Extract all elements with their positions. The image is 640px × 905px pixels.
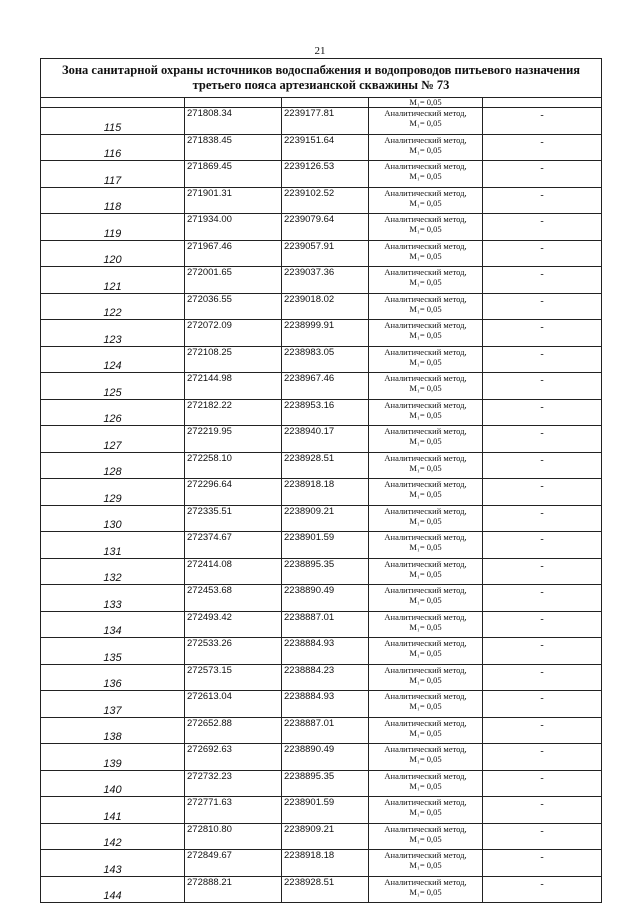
coord-x: 272335.51 (185, 505, 282, 532)
method-text: Аналитический метод, (384, 346, 467, 357)
method-text: Аналитический метод, (384, 320, 467, 330)
method-cell (369, 770, 483, 797)
coord-x: 272108.25 (185, 346, 282, 373)
coord-x: 271934.00 (185, 214, 282, 241)
title-line-2: третьего пояса артезианской скважины № 73 (192, 78, 450, 92)
table-row (41, 505, 602, 532)
table-row (41, 717, 602, 744)
point-number: 139 (41, 744, 185, 771)
note-cell: - (483, 161, 602, 188)
coord-x: 272453.68 (185, 585, 282, 612)
coord-x: 272732.23 (185, 770, 282, 797)
table-row (41, 320, 602, 347)
coord-x: 271869.45 (185, 161, 282, 188)
accuracy-text: M₁= 0,05 (409, 462, 442, 473)
method-cell (369, 161, 483, 188)
point-number: 143 (41, 850, 185, 877)
note-cell: - (483, 346, 602, 373)
method-cell (369, 558, 483, 585)
table-row (41, 797, 602, 824)
point-number: 116 (41, 134, 185, 161)
coord-y: 2239126.53 (282, 161, 369, 188)
table-row (41, 479, 602, 506)
table-row (41, 426, 602, 453)
method-text: Аналитический метод, (384, 744, 467, 754)
point-number: 126 (41, 399, 185, 426)
table-row (41, 691, 602, 718)
method-cell (369, 850, 483, 877)
accuracy-text: M₁= 0,05 (409, 860, 442, 870)
method-cell (369, 134, 483, 161)
method-text: Аналитический метод, (384, 638, 467, 648)
coord-x: 272810.80 (185, 823, 282, 850)
method-cell (369, 823, 483, 850)
coord-y: 2238884.93 (282, 691, 369, 718)
coord-x: 272652.88 (185, 717, 282, 744)
point-number: 120 (41, 240, 185, 267)
accuracy-text: M₁= 0,05 (409, 621, 442, 632)
coord-x: 272219.95 (185, 426, 282, 453)
coord-x: 272001.65 (185, 267, 282, 294)
method-text: Аналитический метод, (384, 876, 467, 887)
cell-note (483, 98, 602, 108)
cell-x (185, 98, 282, 108)
table-row (41, 373, 602, 400)
method-cell (369, 532, 483, 559)
method-text: Аналитический метод, (384, 532, 467, 542)
note-cell: - (483, 664, 602, 691)
method-text: Аналитический метод, (384, 240, 467, 251)
cell-num (41, 98, 185, 108)
method-text: Аналитический метод, (384, 717, 467, 728)
coord-y: 2238967.46 (282, 373, 369, 400)
point-number: 125 (41, 373, 185, 400)
method-text: Аналитический метод, (384, 426, 467, 436)
accuracy-text: M₁= 0,05 (409, 674, 442, 685)
table-row (41, 876, 602, 903)
method-cell (369, 452, 483, 479)
note-cell: - (483, 187, 602, 214)
method-text: Аналитический метод, (384, 585, 467, 595)
coord-y: 2238909.21 (282, 823, 369, 850)
note-cell: - (483, 240, 602, 267)
method-cell (369, 373, 483, 400)
coord-y: 2238884.23 (282, 664, 369, 691)
method-text: Аналитический метод, (384, 611, 467, 622)
note-cell: - (483, 532, 602, 559)
method-cell (369, 214, 483, 241)
coord-x: 272036.55 (185, 293, 282, 320)
accuracy-text: M₁= 0,05 (409, 886, 442, 897)
accuracy-text: M₁= 0,05 (409, 224, 442, 234)
point-number: 141 (41, 797, 185, 824)
note-cell: - (483, 479, 602, 506)
accuracy-text: M₁= 0,05 (409, 250, 442, 261)
table-row (41, 638, 602, 665)
note-cell: - (483, 214, 602, 241)
table-row (41, 108, 602, 135)
note-cell: - (483, 876, 602, 903)
method-text: Аналитический метод, (384, 187, 467, 198)
table-row (41, 346, 602, 373)
page-number: 21 (314, 45, 326, 57)
accuracy-text: M₁= 0,05 (409, 727, 442, 738)
coord-x: 272849.67 (185, 850, 282, 877)
coord-y: 2238890.49 (282, 585, 369, 612)
coord-x: 272692.63 (185, 744, 282, 771)
method-cell (369, 399, 483, 426)
method-text: Аналитический метод, (384, 267, 467, 277)
coord-y: 2238884.93 (282, 638, 369, 665)
coord-x: 272182.22 (185, 399, 282, 426)
note-cell: - (483, 108, 602, 135)
table-row (41, 532, 602, 559)
cell-y (282, 98, 369, 108)
method-cell (369, 876, 483, 903)
table-row (41, 611, 602, 638)
method-cell (369, 293, 483, 320)
point-number: 140 (41, 770, 185, 797)
coordinates-table (40, 58, 602, 903)
table-row (41, 134, 602, 161)
point-number: 127 (41, 426, 185, 453)
accuracy-text: M₁= 0,05 (409, 701, 442, 711)
method-text: Аналитический метод, (384, 452, 467, 463)
coord-y: 2238953.16 (282, 399, 369, 426)
coord-x: 271967.46 (185, 240, 282, 267)
coord-x: 271808.34 (185, 108, 282, 135)
coord-y: 2238999.91 (282, 320, 369, 347)
coord-x: 272144.98 (185, 373, 282, 400)
accuracy-text: M₁= 0,05 (409, 409, 442, 420)
point-number: 142 (41, 823, 185, 850)
method-text: Аналитический метод, (384, 558, 467, 569)
cell-method: M₁= 0,05 (369, 98, 483, 108)
method-cell (369, 505, 483, 532)
point-number: 144 (41, 876, 185, 903)
note-cell: - (483, 850, 602, 877)
accuracy-text: M₁= 0,05 (409, 754, 442, 764)
table-title-row (41, 59, 602, 98)
method-cell (369, 426, 483, 453)
note-cell: - (483, 505, 602, 532)
point-number: 119 (41, 214, 185, 241)
coord-x: 272258.10 (185, 452, 282, 479)
point-number: 132 (41, 558, 185, 585)
coord-x: 271838.45 (185, 134, 282, 161)
note-cell: - (483, 267, 602, 294)
point-number: 118 (41, 187, 185, 214)
note-cell: - (483, 320, 602, 347)
coord-y: 2238983.05 (282, 346, 369, 373)
method-cell (369, 611, 483, 638)
accuracy-text: M₁= 0,05 (409, 542, 442, 552)
method-text: Аналитический метод, (384, 399, 467, 410)
method-text: Аналитический метод, (384, 293, 467, 304)
method-text: Аналитический метод, (384, 108, 467, 118)
coord-y: 2239037.36 (282, 267, 369, 294)
coord-x: 272533.26 (185, 638, 282, 665)
table-row (41, 399, 602, 426)
accuracy-text: M₁= 0,05 (409, 330, 442, 340)
coord-y: 2238928.51 (282, 876, 369, 903)
coord-x: 272771.63 (185, 797, 282, 824)
table-row (41, 770, 602, 797)
accuracy-text: M₁= 0,05 (409, 648, 442, 658)
method-text: Аналитический метод, (384, 479, 467, 489)
note-cell: - (483, 426, 602, 453)
coord-y: 2239079.64 (282, 214, 369, 241)
coord-y: 2238887.01 (282, 717, 369, 744)
accuracy-text: M₁= 0,05 (409, 515, 442, 526)
method-cell (369, 320, 483, 347)
method-cell (369, 187, 483, 214)
coord-y: 2238895.35 (282, 770, 369, 797)
point-number: 122 (41, 293, 185, 320)
accuracy-text: M₁= 0,05 (409, 303, 442, 314)
point-number: 137 (41, 691, 185, 718)
method-cell (369, 108, 483, 135)
method-cell (369, 691, 483, 718)
coord-y: 2238890.49 (282, 744, 369, 771)
coord-x: 272414.08 (185, 558, 282, 585)
coord-y: 2238901.59 (282, 797, 369, 824)
method-text: Аналитический метод, (384, 214, 467, 224)
table-row (41, 187, 602, 214)
method-text: Аналитический метод, (384, 373, 467, 383)
accuracy-text: M₁= 0,05 (409, 144, 442, 155)
table-row (41, 240, 602, 267)
coord-y: 2238901.59 (282, 532, 369, 559)
coord-y: 2238918.18 (282, 850, 369, 877)
title-line-1: Зона санитарной охраны источников водоспабжения и водопроводов питьевого назначения (61, 63, 581, 77)
method-cell (369, 240, 483, 267)
accuracy-text: M₁= 0,05 (409, 383, 442, 393)
method-cell (369, 744, 483, 771)
point-number: 131 (41, 532, 185, 559)
coord-y: 2238940.17 (282, 426, 369, 453)
method-text: Аналитический метод, (384, 850, 467, 860)
note-cell: - (483, 373, 602, 400)
point-number: 129 (41, 479, 185, 506)
point-number: 136 (41, 664, 185, 691)
coord-y: 2238918.18 (282, 479, 369, 506)
note-cell: - (483, 585, 602, 612)
table-row (41, 452, 602, 479)
coord-y: 2239177.81 (282, 108, 369, 135)
coord-x: 272072.09 (185, 320, 282, 347)
method-cell (369, 664, 483, 691)
note-cell: - (483, 744, 602, 771)
point-number: 124 (41, 346, 185, 373)
accuracy-text: M₁= 0,05 (409, 197, 442, 208)
accuracy-text: M₁= 0,05 (409, 171, 442, 181)
method-cell (369, 717, 483, 744)
accuracy-text: M₁= 0,05 (409, 489, 442, 499)
method-text: Аналитический метод, (384, 161, 467, 171)
accuracy-text: M₁= 0,05 (409, 118, 442, 128)
method-text: Аналитический метод, (384, 134, 467, 145)
table-row (41, 214, 602, 241)
method-cell (369, 346, 483, 373)
coord-x: 272888.21 (185, 876, 282, 903)
point-number: 138 (41, 717, 185, 744)
method-text: Аналитический метод, (384, 770, 467, 781)
note-cell: - (483, 770, 602, 797)
table-row (41, 744, 602, 771)
method-text: Аналитический метод, (384, 797, 467, 807)
table-row (41, 293, 602, 320)
method-cell (369, 638, 483, 665)
method-text: Аналитический метод, (384, 505, 467, 516)
note-cell: - (483, 717, 602, 744)
coord-x: 272493.42 (185, 611, 282, 638)
table-row (41, 267, 602, 294)
table-row (41, 823, 602, 850)
method-cell (369, 267, 483, 294)
accuracy-text: M₁= 0,05 (409, 436, 442, 446)
coord-x: 272374.67 (185, 532, 282, 559)
coord-y: 2238909.21 (282, 505, 369, 532)
accuracy-text: M₁= 0,05 (409, 780, 442, 791)
coord-x: 271901.31 (185, 187, 282, 214)
note-cell: - (483, 797, 602, 824)
accuracy-text: M₁= 0,05 (409, 807, 442, 817)
point-number: 123 (41, 320, 185, 347)
continuation-row (41, 98, 602, 108)
table-row (41, 850, 602, 877)
method-cell (369, 479, 483, 506)
point-number: 121 (41, 267, 185, 294)
accuracy-text: M₁= 0,05 (409, 833, 442, 844)
point-number: 130 (41, 505, 185, 532)
point-number: 133 (41, 585, 185, 612)
accuracy-text: M₁= 0,05 (409, 568, 442, 579)
table-row (41, 558, 602, 585)
note-cell: - (483, 134, 602, 161)
coord-x: 272296.64 (185, 479, 282, 506)
method-text: Аналитический метод, (384, 823, 467, 834)
accuracy-text: M₁= 0,05 (409, 356, 442, 367)
point-number: 115 (41, 108, 185, 135)
method-cell (369, 585, 483, 612)
table-title (41, 59, 602, 98)
coord-y: 2238887.01 (282, 611, 369, 638)
coord-y: 2239151.64 (282, 134, 369, 161)
table-row (41, 585, 602, 612)
coord-x: 272573.15 (185, 664, 282, 691)
note-cell: - (483, 399, 602, 426)
method-text: Аналитический метод, (384, 691, 467, 701)
note-cell: - (483, 611, 602, 638)
coord-x: 272613.04 (185, 691, 282, 718)
note-cell: - (483, 823, 602, 850)
table-row (41, 161, 602, 188)
method-cell (369, 797, 483, 824)
note-cell: - (483, 638, 602, 665)
note-cell: - (483, 558, 602, 585)
note-cell: - (483, 452, 602, 479)
note-cell: - (483, 691, 602, 718)
coord-y: 2238928.51 (282, 452, 369, 479)
point-number: 135 (41, 638, 185, 665)
coord-y: 2239018.02 (282, 293, 369, 320)
method-text: Аналитический метод, (384, 664, 467, 675)
coord-y: 2238895.35 (282, 558, 369, 585)
accuracy-text: M₁= 0,05 (409, 277, 442, 287)
point-number: 117 (41, 161, 185, 188)
coord-y: 2239057.91 (282, 240, 369, 267)
coord-y: 2239102.52 (282, 187, 369, 214)
point-number: 128 (41, 452, 185, 479)
note-cell: - (483, 293, 602, 320)
table-row (41, 664, 602, 691)
accuracy-text: M₁= 0,05 (409, 595, 442, 605)
point-number: 134 (41, 611, 185, 638)
